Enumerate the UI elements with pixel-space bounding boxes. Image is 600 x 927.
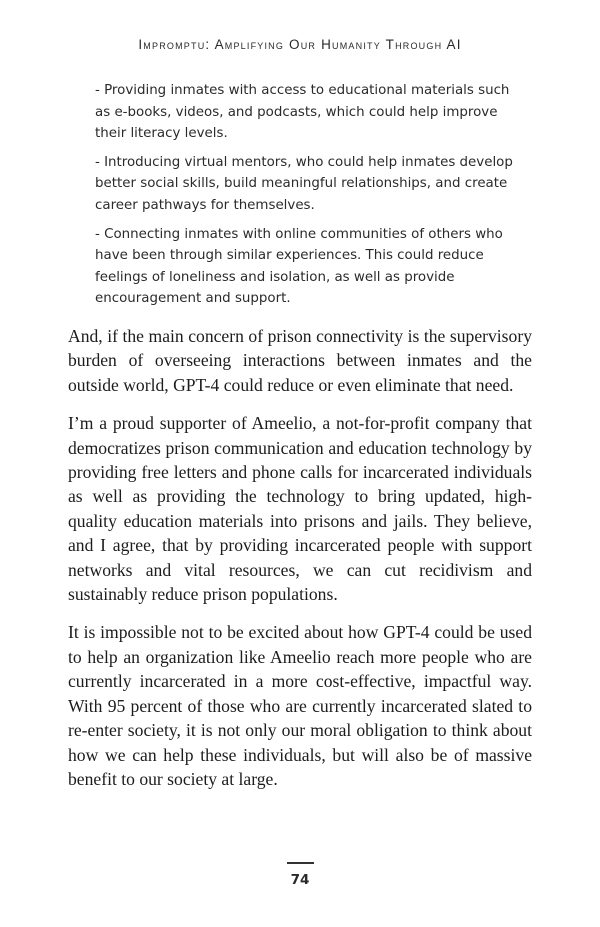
body-text bbox=[68, 324, 532, 805]
footer-divider bbox=[287, 862, 314, 864]
running-header: Impromptu: Amplifying Our Humanity Through AI bbox=[138, 37, 462, 52]
page-number: 74 bbox=[290, 872, 310, 888]
bullet-item: - Introducing virtual mentors, who could help inmates develop better social skills, build meaningful relationships, and create career pathways for themselves. bbox=[95, 154, 513, 213]
paragraph: And, if the main concern of prison connectivity is the supervisory burden of overseeing interactions between inmates and the outside world, GPT-4 could reduce or even eliminate that need. bbox=[68, 326, 532, 395]
paragraph: I’m a proud supporter of Ameelio, a not-for-profit company that democratizes prison communication and education technology by providing free letters and phone calls for incarcerated individuals as well as providing the technology to bring updated, high-quality education materials into prisons and jails. They believe, and I agree, that by providing incarcerated people with support networks and vital resources, we can cut recidivism and sustainably reduce prison populations. bbox=[68, 413, 532, 605]
bullet-item: - Providing inmates with access to educational materials such as e-books, videos, and podcasts, which could help improve their literacy levels. bbox=[95, 83, 510, 142]
bullet-list bbox=[95, 80, 515, 317]
paragraph: It is impossible not to be excited about how GPT-4 could be used to help an organization like Ameelio reach more people who are currently incarcerated in a more cost-effective, impactful way. With 95 percent of those who are currently incarcerated slated to re-enter society, it is not only our moral obligation to think about how we can help these individuals, but will also be of massive benefit to our society at large. bbox=[68, 622, 532, 789]
bullet-item: - Connecting inmates with online communities of others who have been through similar experiences. This could reduce feelings of loneliness and isolation, as well as provide encouragement and support. bbox=[95, 226, 503, 307]
